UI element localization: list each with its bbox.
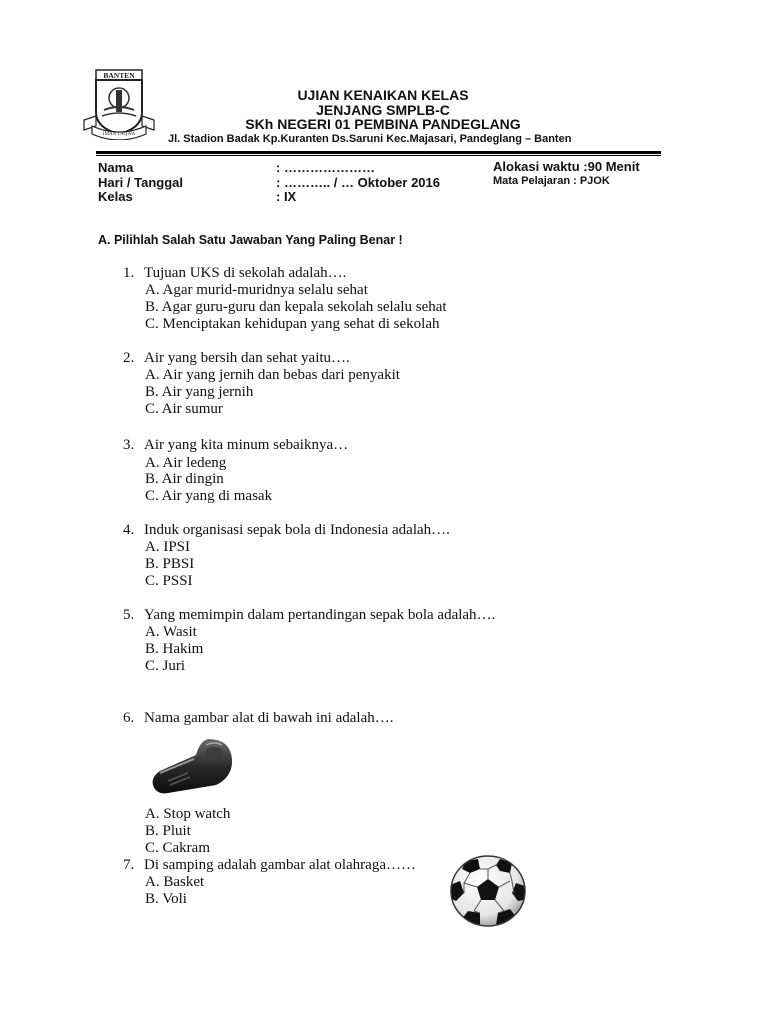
option-4b: B. PBSI: [145, 556, 195, 572]
question-number: 6.: [123, 710, 135, 726]
header-address: Jl. Stadion Badak Kp.Kuranten Ds.Saruni Kec.Majasari, Pandeglang – Banten: [168, 133, 572, 145]
option-2a: A. Air yang jernih dan bebas dari penyakit: [145, 367, 400, 383]
question-5: [123, 607, 495, 624]
whistle-icon: [148, 733, 234, 797]
option-2b: B. Air yang jernih: [145, 384, 254, 400]
logo-bottom-text: IMAN TAQWA: [102, 132, 136, 137]
question-text: Induk organisasi sepak bola di Indonesia adalah….: [144, 522, 450, 538]
question-number: 5.: [123, 607, 135, 623]
question-text: Di samping adalah gambar alat olahraga……: [144, 857, 416, 873]
question-text: Nama gambar alat di bawah ini adalah….: [144, 710, 394, 726]
option-6c: C. Cakram: [145, 840, 210, 856]
option-5b: B. Hakim: [145, 641, 204, 657]
option-7a: A. Basket: [145, 874, 205, 890]
kelas-value: : IX: [276, 189, 297, 204]
question-number: 4.: [123, 522, 135, 538]
hari-value: : ……….. / … Oktober 2016: [276, 175, 440, 190]
option-7b: B. Voli: [145, 891, 187, 907]
option-2c: C. Air sumur: [145, 401, 223, 417]
alokasi-waktu: Alokasi waktu :90 Menit: [493, 159, 640, 174]
header-title-1: UJIAN KENAIKAN KELAS: [297, 87, 469, 103]
banten-logo: [82, 68, 156, 140]
nama-value: : …………………: [276, 160, 375, 175]
header-divider-thin: [96, 155, 661, 156]
question-text: Tujuan UKS di sekolah adalah….: [144, 265, 347, 281]
question-2: [123, 350, 350, 367]
question-text: Air yang kita minum sebaiknya…: [144, 437, 349, 453]
question-text: Air yang bersih dan sehat yaitu….: [144, 350, 350, 366]
option-4c: C. PSSI: [145, 573, 193, 589]
option-5c: C. Juri: [145, 658, 186, 674]
hari-label: Hari / Tanggal: [98, 175, 183, 190]
question-number: 3.: [123, 437, 135, 453]
option-3a: A. Air ledeng: [145, 455, 227, 471]
question-text: Yang memimpin dalam pertandingan sepak bola adalah….: [144, 607, 496, 623]
question-6: [123, 710, 394, 727]
question-3: [123, 437, 348, 454]
option-3b: B. Air dingin: [145, 471, 224, 487]
question-number: 2.: [123, 350, 135, 366]
header-school-name: SKh NEGERI 01 PEMBINA PANDEGLANG: [245, 116, 521, 132]
section-title: A. Pilihlah Salah Satu Jawaban Yang Paling Benar !: [98, 233, 403, 247]
option-5a: A. Wasit: [145, 624, 197, 640]
option-1a: A. Agar murid-muridnya selalu sehat: [145, 282, 368, 298]
option-6b: B. Pluit: [145, 823, 191, 839]
question-number: 1.: [123, 265, 135, 281]
soccer-ball-icon: [448, 853, 528, 929]
mata-pelajaran: Mata Pelajaran : PJOK: [493, 175, 610, 187]
option-4a: A. IPSI: [145, 539, 191, 555]
option-1b: B. Agar guru-guru dan kepala sekolah selalu sehat: [145, 299, 447, 315]
option-3c: C. Air yang di masak: [145, 488, 273, 504]
option-1c: C. Menciptakan kehidupan yang sehat di sekolah: [145, 316, 440, 332]
header-title-2: JENJANG SMPLB-C: [316, 102, 450, 118]
question-7: [123, 857, 416, 874]
option-6a: A. Stop watch: [145, 806, 231, 822]
question-number: 7.: [123, 857, 135, 873]
logo-top-text: BANTEN: [103, 71, 135, 80]
question-1: [123, 265, 346, 282]
header-divider-thick: [96, 151, 661, 154]
question-4: [123, 522, 450, 539]
kelas-label: Kelas: [98, 189, 133, 204]
nama-label: Nama: [98, 160, 134, 175]
